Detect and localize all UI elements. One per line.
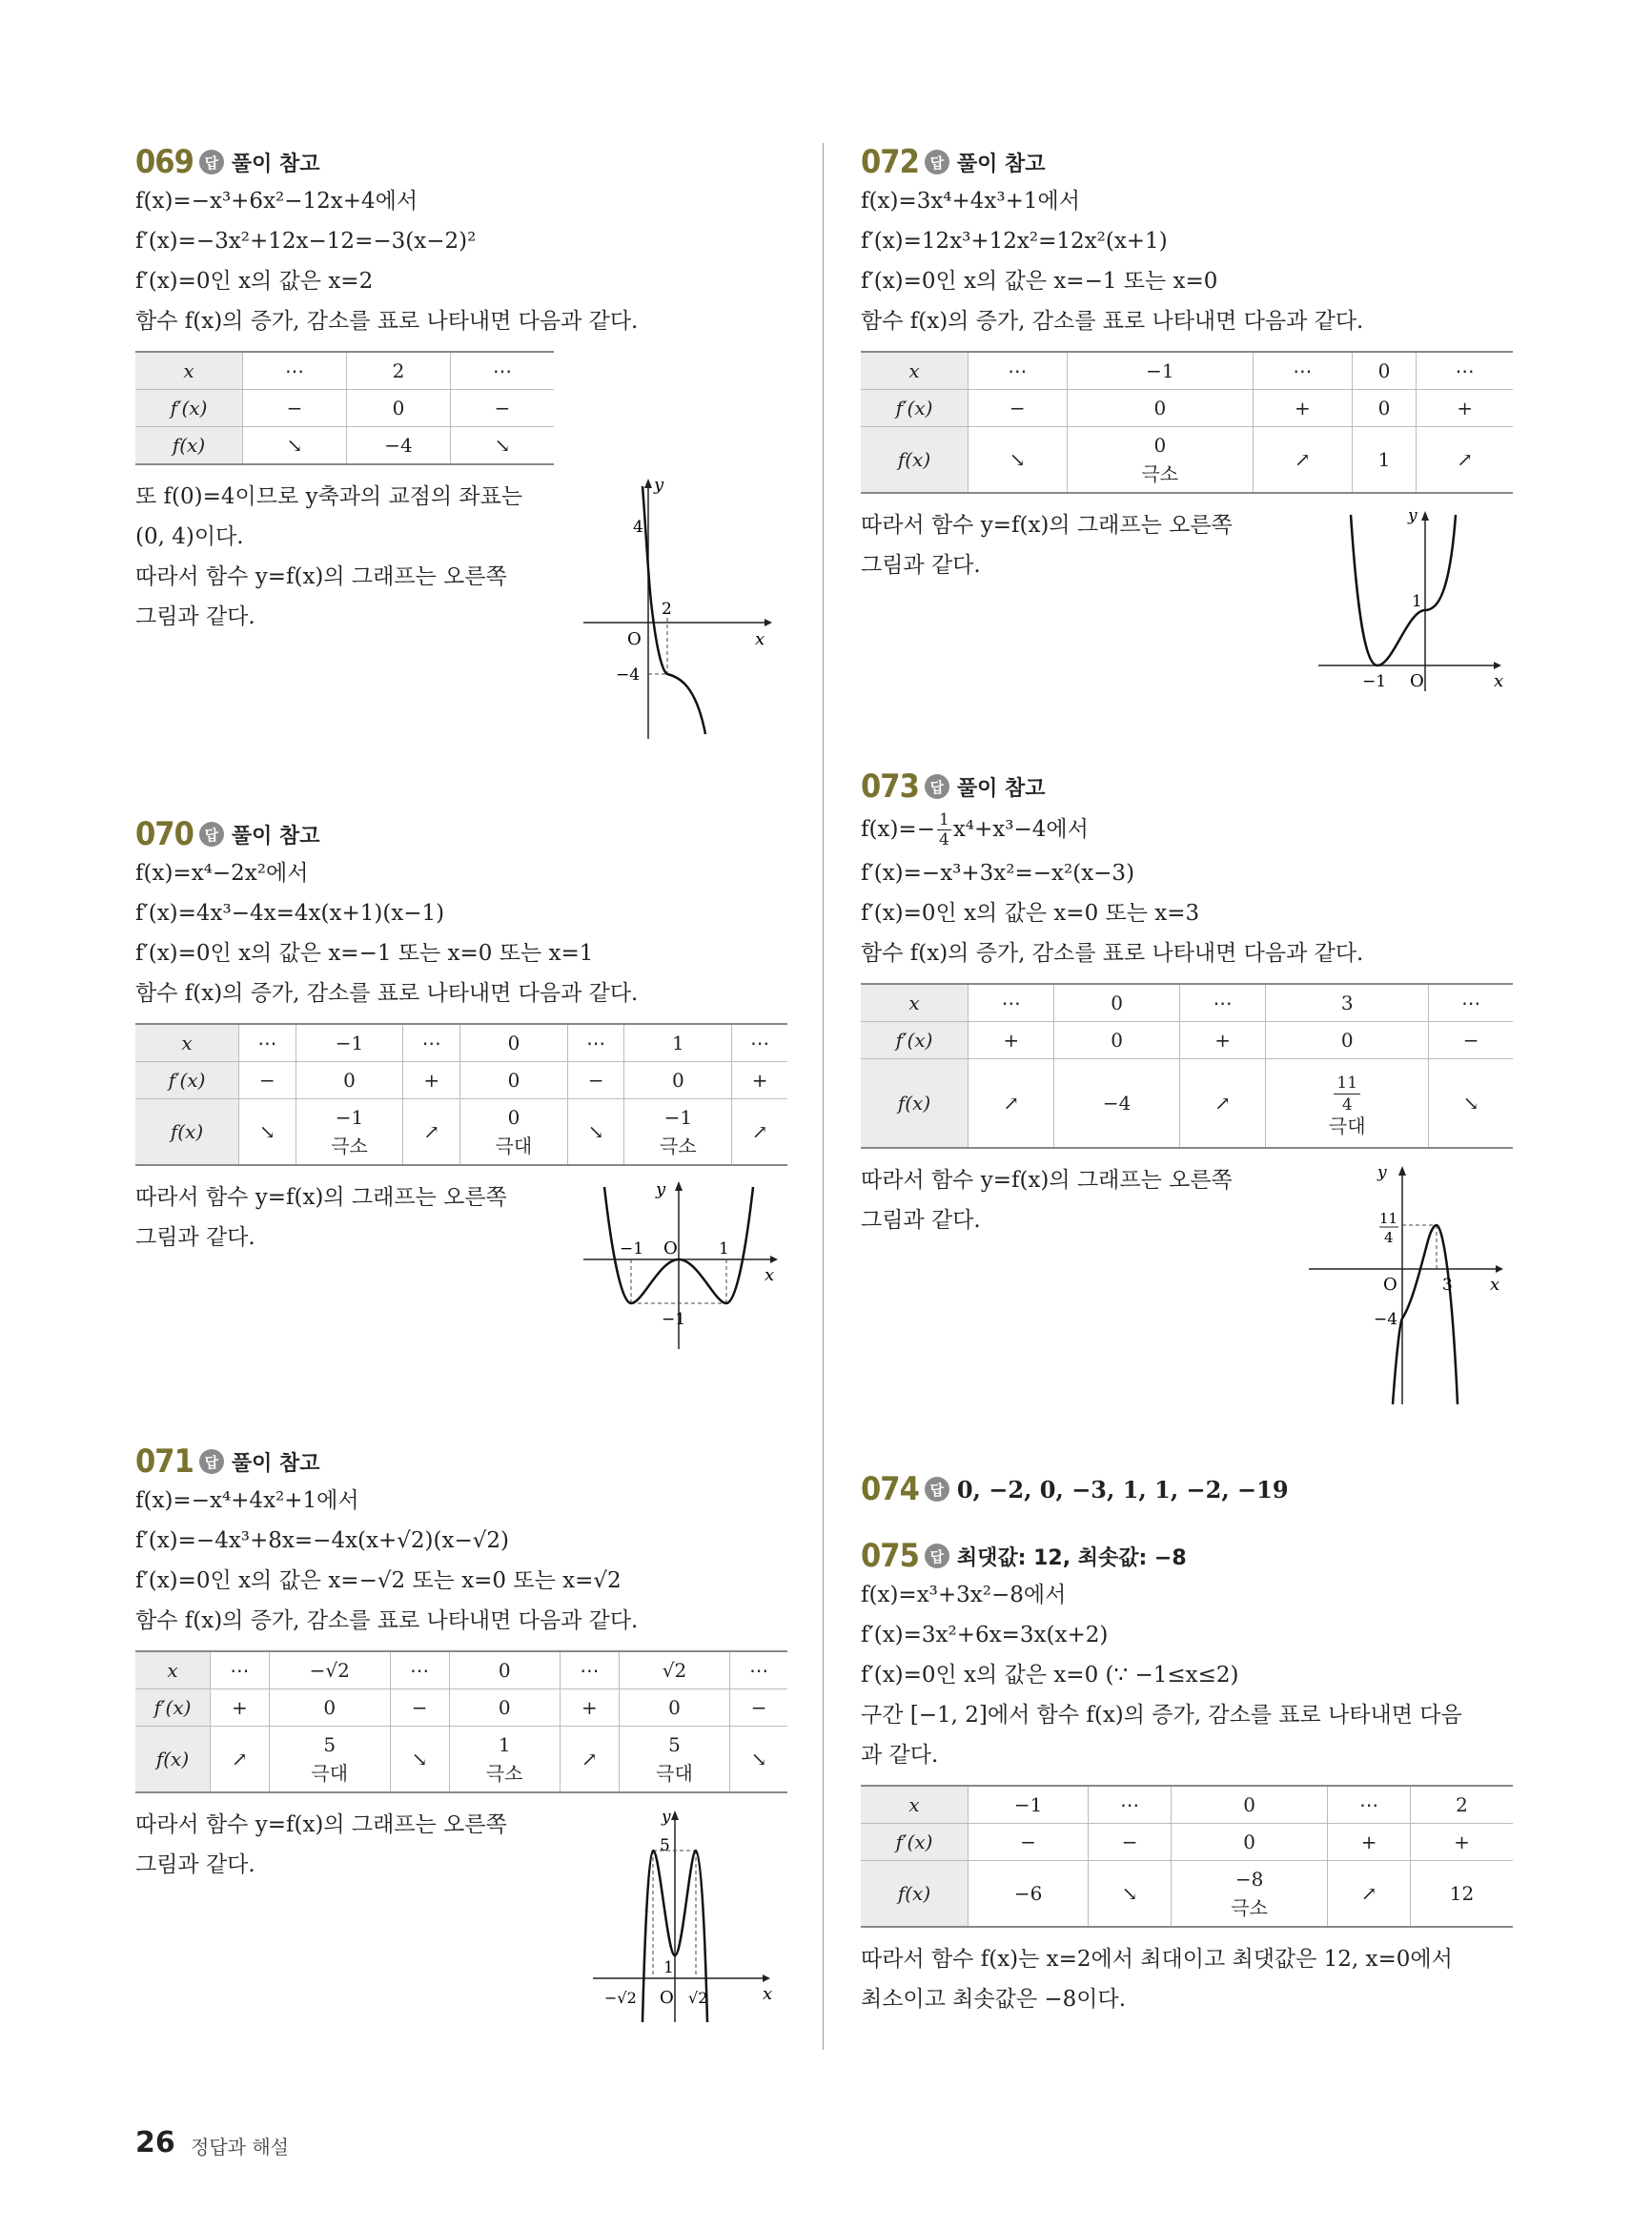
table-cell <box>1266 1059 1429 1149</box>
problem-number: 069 <box>135 143 194 181</box>
table-cell: 0 <box>460 1024 568 1062</box>
text-line: 따라서 함수 f(x)는 x=2에서 최대이고 최댓값은 12, x=0에서 <box>861 1947 1453 1972</box>
y-axis-arrow <box>675 1181 683 1191</box>
problem-075 <box>861 1537 1519 2019</box>
table-cell: ⋯ <box>243 352 347 390</box>
cell-note: 극소 <box>331 1135 368 1157</box>
table-cell: −6 <box>969 1861 1089 1928</box>
table-cell: ↘ <box>390 1727 449 1793</box>
answer-label: 최댓값: 12, 최솟값: −8 <box>956 1545 1187 1570</box>
solution-line: f(x)=x³+3x²−8에서 <box>861 1583 1067 1607</box>
table-cell: −4 <box>1054 1059 1179 1149</box>
y-label: y <box>1408 506 1417 525</box>
table-cell: ↗ <box>403 1099 460 1166</box>
tick-label: 3 <box>1442 1276 1453 1295</box>
answer-label: 풀이 참고 <box>231 152 320 176</box>
table-cell: ↘ <box>239 1099 296 1166</box>
table-cell: + <box>1179 1022 1265 1059</box>
table-cell: + <box>1417 390 1513 427</box>
answer-label: 풀이 참고 <box>956 776 1046 801</box>
table-cell: 0 <box>1172 1786 1328 1824</box>
table-cell: ⋯ <box>211 1651 270 1689</box>
table-cell: − <box>730 1689 787 1727</box>
table-cell: f′(x) <box>135 1689 211 1727</box>
table-cell: ↘ <box>243 427 347 465</box>
answer-badge: 답 <box>925 1544 949 1568</box>
answer-badge: 답 <box>925 150 949 174</box>
solution-line: 함수 f(x)의 증가, 감소를 표로 나타내면 다음과 같다. <box>861 941 1364 966</box>
table-cell <box>619 1727 730 1793</box>
answer-badge: 답 <box>199 822 224 847</box>
problem-number: 075 <box>861 1537 919 1575</box>
cell-value: 5 <box>323 1733 337 1756</box>
table-cell: x <box>861 984 969 1022</box>
y-axis-arrow <box>671 1811 679 1820</box>
table-cell: + <box>732 1062 787 1099</box>
table-cell: ⋯ <box>403 1024 460 1062</box>
answer-badge: 답 <box>925 1477 949 1502</box>
table-cell: − <box>451 390 555 427</box>
table-cell: − <box>390 1689 449 1727</box>
text-line: 그림과 같다. <box>861 553 981 578</box>
table-cell: + <box>969 1022 1054 1059</box>
y-axis-arrow <box>1421 511 1429 521</box>
table-cell: 2 <box>1411 1786 1513 1824</box>
text-line: 따라서 함수 y=f(x)의 그래프는 오른쪽 <box>135 1185 507 1210</box>
graph-072 <box>1318 505 1519 696</box>
conclusion-text <box>861 1939 1519 2019</box>
text-line: 그림과 같다. <box>861 1208 981 1233</box>
table-cell: ↘ <box>1429 1059 1513 1149</box>
solution-line: f′(x)=0인 x의 값은 x=−1 또는 x=0 또는 x=1 <box>135 941 594 966</box>
y-label: y <box>1377 1163 1387 1182</box>
table-cell <box>1172 1861 1328 1928</box>
table-cell: 0 <box>1054 1022 1179 1059</box>
solution-line: f(x)=x⁴−2x²에서 <box>135 861 309 886</box>
table-cell: f′(x) <box>135 390 243 427</box>
graph-071 <box>593 1805 784 2024</box>
x-axis-arrow <box>765 619 772 626</box>
table-cell: f(x) <box>861 1059 969 1149</box>
table-cell: ↗ <box>211 1727 270 1793</box>
table-cell: 0 <box>460 1062 568 1099</box>
tick-label: −1 <box>662 1310 686 1329</box>
tick-label: −1 <box>1362 672 1387 691</box>
table-cell: − <box>1429 1022 1513 1059</box>
table-cell: ⋯ <box>1429 984 1513 1022</box>
table-cell: ⋯ <box>969 984 1054 1022</box>
table-cell: 2 <box>347 352 451 390</box>
cell-note: 극대 <box>495 1135 533 1157</box>
solution-line: f(x)=−x³+6x²−12x+4에서 <box>135 189 418 214</box>
graph-069 <box>583 477 774 744</box>
text-line: 그림과 같다. <box>135 1852 255 1877</box>
table-cell: ↗ <box>1179 1059 1265 1149</box>
table-cell: − <box>1089 1824 1172 1861</box>
table-cell: 0 <box>269 1689 390 1727</box>
table-cell: − <box>239 1062 296 1099</box>
table-cell: ↘ <box>1089 1861 1172 1928</box>
table-cell: −1 <box>296 1024 403 1062</box>
y-label: y <box>656 1179 666 1199</box>
problem-074 <box>861 1470 1519 1508</box>
table-cell: ↗ <box>1254 427 1353 494</box>
problem-072 <box>861 143 1519 696</box>
text-line: 따라서 함수 y=f(x)의 그래프는 오른쪽 <box>135 564 507 589</box>
table-cell: ⋯ <box>561 1651 620 1689</box>
x-label: x <box>1494 671 1504 691</box>
table-cell: f(x) <box>861 1861 969 1928</box>
text-line: (0, 4)이다. <box>135 524 244 549</box>
problem-069 <box>135 143 793 753</box>
cell-value: −8 <box>1234 1868 1264 1891</box>
table-cell: ⋯ <box>1179 984 1265 1022</box>
solution-line: f′(x)=0인 x의 값은 x=−√2 또는 x=0 또는 x=√2 <box>135 1568 622 1593</box>
tick-label: 1 <box>663 1958 674 1977</box>
table-cell <box>624 1099 732 1166</box>
table-cell: f′(x) <box>861 1022 969 1059</box>
table-cell: − <box>567 1062 624 1099</box>
solution-line: f′(x)=−3x²+12x−12=−3(x−2)² <box>135 229 477 254</box>
table-cell: ↘ <box>969 427 1068 494</box>
tick-label: −4 <box>616 665 641 685</box>
y-label: y <box>662 1808 671 1827</box>
y-axis-arrow <box>644 479 652 488</box>
table-cell: x <box>861 352 969 390</box>
cell-value: −1 <box>335 1106 364 1129</box>
table-cell: 0 <box>1054 984 1179 1022</box>
cell-note: 극소 <box>660 1135 697 1157</box>
text-line: 그림과 같다. <box>135 604 255 629</box>
table-cell: ⋯ <box>1089 1786 1172 1824</box>
problem-073 <box>861 767 1519 1408</box>
y-label: y <box>654 477 664 495</box>
tick-label: 11 <box>1379 1210 1398 1227</box>
table-cell: x <box>135 1024 239 1062</box>
curve <box>642 486 705 734</box>
numerator: 1 <box>938 809 949 829</box>
text-line: 그림과 같다. <box>135 1225 255 1250</box>
origin-label: O <box>660 1988 674 2008</box>
table-cell: ⋯ <box>1254 352 1353 390</box>
table-cell: 0 <box>296 1062 403 1099</box>
table-cell: 0 <box>1172 1824 1328 1861</box>
cell-value: 5 <box>668 1733 681 1756</box>
table-cell: + <box>1254 390 1353 427</box>
table-cell: f′(x) <box>861 390 969 427</box>
table-cell: ⋯ <box>451 352 555 390</box>
table-cell: 0 <box>1067 390 1254 427</box>
solution-line: 함수 f(x)의 증가, 감소를 표로 나타내면 다음과 같다. <box>861 309 1364 334</box>
origin-label: O <box>627 629 642 649</box>
table-cell: ⋯ <box>567 1024 624 1062</box>
table-cell: −1 <box>1067 352 1254 390</box>
tick-label: 1 <box>1412 592 1422 611</box>
table-cell: f′(x) <box>135 1062 239 1099</box>
table-cell: f′(x) <box>861 1824 969 1861</box>
tick-label: −1 <box>620 1239 644 1258</box>
solution-line: f′(x)=0인 x의 값은 x=−1 또는 x=0 <box>861 269 1218 294</box>
table-cell <box>269 1727 390 1793</box>
solution-line: f′(x)=−4x³+8x=−4x(x+√2)(x−√2) <box>135 1528 509 1553</box>
table-cell: 0 <box>449 1651 561 1689</box>
x-label: x <box>1490 1275 1500 1295</box>
tick-label: 4 <box>1384 1229 1394 1246</box>
table-cell: ⋯ <box>1417 352 1513 390</box>
cell-value: 1 <box>498 1733 511 1756</box>
sign-table <box>135 1023 787 1166</box>
table-cell: −4 <box>347 427 451 465</box>
problem-number: 072 <box>861 143 919 181</box>
table-cell: ↘ <box>730 1727 787 1793</box>
text-line: 따라서 함수 y=f(x)의 그래프는 오른쪽 <box>861 1168 1233 1193</box>
solution-line: f′(x)=4x³−4x=4x(x+1)(x−1) <box>135 901 445 926</box>
table-cell: 1 <box>1352 427 1417 494</box>
table-cell <box>460 1099 568 1166</box>
solution-line: 과 같다. <box>861 1743 939 1768</box>
table-cell <box>449 1727 561 1793</box>
table-cell <box>1067 427 1254 494</box>
problem-070 <box>135 815 793 1368</box>
cell-value: −1 <box>663 1106 693 1129</box>
cell-note: 극대 <box>1328 1114 1366 1137</box>
footer-title: 정답과 해설 <box>191 2136 289 2158</box>
x-axis-arrow <box>1494 662 1501 669</box>
answer-badge: 답 <box>199 150 224 174</box>
text-part: x⁴+x³−4에서 <box>952 817 1089 842</box>
table-cell: f(x) <box>135 427 243 465</box>
table-cell: ↗ <box>969 1059 1054 1149</box>
table-cell: + <box>1328 1824 1411 1861</box>
tick-label: −4 <box>1374 1310 1398 1329</box>
table-cell: 12 <box>1411 1861 1513 1928</box>
table-cell: ⋯ <box>969 352 1068 390</box>
table-cell: 0 <box>449 1689 561 1727</box>
sign-table <box>861 351 1513 494</box>
solution-line: f′(x)=12x³+12x²=12x²(x+1) <box>861 229 1168 254</box>
table-cell <box>296 1099 403 1166</box>
text-line: 따라서 함수 y=f(x)의 그래프는 오른쪽 <box>135 1812 507 1837</box>
x-axis-arrow <box>1496 1265 1503 1273</box>
y-axis-arrow <box>1398 1166 1406 1176</box>
graph-070 <box>583 1177 784 1359</box>
table-cell: ⋯ <box>732 1024 787 1062</box>
tick-label: 4 <box>633 518 643 537</box>
tick-label: −√2 <box>604 1989 637 2007</box>
table-cell: 0 <box>347 390 451 427</box>
table-cell: f(x) <box>135 1099 239 1166</box>
solution-line: f′(x)=0인 x의 값은 x=2 <box>135 269 374 294</box>
fraction <box>937 810 951 849</box>
sign-table <box>861 1785 1513 1928</box>
problem-number: 070 <box>135 815 194 853</box>
sign-table <box>861 983 1513 1149</box>
origin-label: O <box>1383 1275 1397 1295</box>
table-cell: ↘ <box>451 427 555 465</box>
answer-label: 풀이 참고 <box>231 1451 320 1476</box>
table-cell: x <box>135 1651 211 1689</box>
sign-table <box>135 351 554 465</box>
solution-line: 함수 f(x)의 증가, 감소를 표로 나타내면 다음과 같다. <box>135 981 639 1006</box>
answer-badge: 답 <box>199 1449 224 1474</box>
x-axis-arrow <box>763 1974 770 1982</box>
text-line: 따라서 함수 y=f(x)의 그래프는 오른쪽 <box>861 513 1233 538</box>
table-cell: ↗ <box>1417 427 1513 494</box>
fraction-denominator: 4 <box>1341 1095 1353 1115</box>
tick-label: 5 <box>660 1836 670 1855</box>
origin-label: O <box>663 1238 678 1258</box>
table-cell: 1 <box>624 1024 732 1062</box>
table-cell: − <box>969 1824 1089 1861</box>
cell-note: 극대 <box>311 1762 349 1785</box>
table-cell: ⋯ <box>1328 1786 1411 1824</box>
text-line: 또 f(0)=4이므로 y축과의 교점의 좌표는 <box>135 484 523 509</box>
cell-value: 0 <box>1153 434 1167 457</box>
solution-line: 함수 f(x)의 증가, 감소를 표로 나타내면 다음과 같다. <box>135 1608 639 1633</box>
cell-note: 극대 <box>656 1762 693 1785</box>
sign-table <box>135 1650 787 1793</box>
table-cell: 3 <box>1266 984 1429 1022</box>
answer-label: 풀이 참고 <box>956 152 1046 176</box>
table-cell: 0 <box>1266 1022 1429 1059</box>
solution-line: f(x)=3x⁴+4x³+1에서 <box>861 189 1080 214</box>
table-cell: ⋯ <box>730 1651 787 1689</box>
tick-label: √2 <box>688 1989 708 2007</box>
text-part: f(x)=− <box>861 817 935 842</box>
table-cell: 0 <box>619 1689 730 1727</box>
tick-label: 1 <box>719 1239 729 1258</box>
table-cell: x <box>135 352 243 390</box>
cell-value: 0 <box>507 1106 520 1129</box>
solution-line: f′(x)=0인 x의 값은 x=0 또는 x=3 <box>861 901 1200 926</box>
page-number: 26 <box>135 2126 175 2159</box>
fraction-numerator: 11 <box>1334 1073 1360 1095</box>
origin-label: O <box>1410 671 1424 691</box>
solution-line: f′(x)=−x³+3x²=−x²(x−3) <box>861 861 1135 886</box>
table-cell: ↘ <box>567 1099 624 1166</box>
solution-line: 구간 [−1, 2]에서 함수 f(x)의 증가, 감소를 표로 나타내면 다음 <box>861 1703 1462 1728</box>
column-divider <box>823 143 824 2050</box>
answer-badge: 답 <box>925 774 949 799</box>
x-axis-arrow <box>770 1256 778 1263</box>
table-cell: 0 <box>1352 352 1417 390</box>
table-cell: + <box>403 1062 460 1099</box>
cell-note: 극소 <box>1231 1896 1268 1919</box>
solution-line: f′(x)=3x²+6x=3x(x+2) <box>861 1623 1109 1647</box>
table-cell: − <box>969 390 1068 427</box>
denominator: 4 <box>938 829 949 849</box>
table-cell: ↗ <box>561 1727 620 1793</box>
problem-number: 073 <box>861 767 919 806</box>
table-cell: f(x) <box>861 427 969 494</box>
table-cell: −√2 <box>269 1651 390 1689</box>
table-cell: ⋯ <box>390 1651 449 1689</box>
cell-note: 극소 <box>485 1762 523 1785</box>
table-cell: ↗ <box>732 1099 787 1166</box>
table-cell: − <box>243 390 347 427</box>
text-line: 최소이고 최솟값은 −8이다. <box>861 1987 1127 2012</box>
graph-073 <box>1309 1160 1519 1408</box>
table-cell: ↗ <box>1328 1861 1411 1928</box>
table-cell: f(x) <box>135 1727 211 1793</box>
solution-line: f′(x)=0인 x의 값은 x=0 (∵ −1≤x≤2) <box>861 1663 1239 1688</box>
answer-label: 풀이 참고 <box>231 824 320 849</box>
table-cell: + <box>211 1689 270 1727</box>
table-cell: 0 <box>1352 390 1417 427</box>
table-cell: √2 <box>619 1651 730 1689</box>
curve <box>1351 515 1456 665</box>
table-cell: + <box>1411 1824 1513 1861</box>
solution-line: 함수 f(x)의 증가, 감소를 표로 나타내면 다음과 같다. <box>135 309 639 334</box>
answer-values: 0, −2, 0, −3, 1, 1, −2, −19 <box>956 1475 1289 1504</box>
table-cell: −1 <box>969 1786 1089 1824</box>
table-cell: ⋯ <box>239 1024 296 1062</box>
x-label: x <box>763 1984 773 2004</box>
x-label: x <box>755 629 765 649</box>
cell-note: 극소 <box>1141 462 1179 485</box>
solution-line <box>861 806 1519 853</box>
table-cell: + <box>561 1689 620 1727</box>
solution-line: f(x)=−x⁴+4x²+1에서 <box>135 1488 359 1513</box>
problem-number: 074 <box>861 1470 919 1508</box>
table-cell: 0 <box>624 1062 732 1099</box>
table-cell: x <box>861 1786 969 1824</box>
problem-number: 071 <box>135 1442 194 1481</box>
tick-label: 2 <box>662 600 672 619</box>
x-label: x <box>765 1265 775 1285</box>
problem-071 <box>135 1442 793 2024</box>
